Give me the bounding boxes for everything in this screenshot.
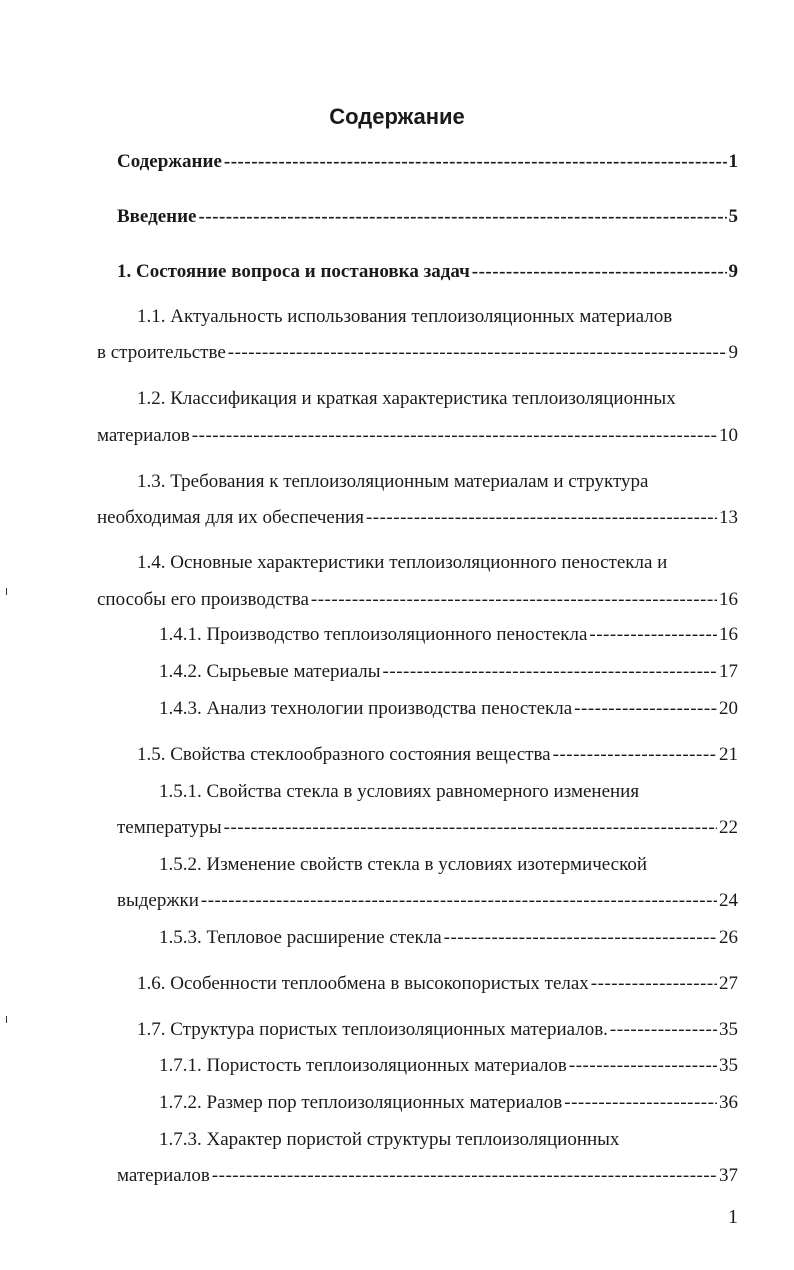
toc-page-number: 13 [719,507,738,528]
toc-entry-contents[interactable] [117,150,738,174]
dot-leader [564,1091,717,1115]
dot-leader [610,1018,717,1042]
toc-entry-1-5[interactable] [137,743,738,767]
toc-page-number: 21 [719,744,738,765]
dot-leader [212,1164,717,1188]
toc-entry-label: температуры [117,817,222,838]
toc-entry-1-5-2-line1[interactable]: 1.5.2. Изменение свойств стекла в условиях изотермической [159,854,648,875]
toc-entry-label: 1.4.2. Сырьевые материалы [159,661,381,682]
dot-leader [201,889,717,913]
toc-entry-label: материалов [97,425,190,446]
toc-entry-label: необходимая для их обеспечения [97,507,364,528]
toc-page-number: 22 [719,817,738,838]
toc-entry-1-5-1[interactable] [117,816,738,840]
dot-leader [472,260,727,284]
toc-entry-label: Введение [117,206,197,227]
toc-entry-1-7-3-line1[interactable]: 1.7.3. Характер пористой структуры теплоизоляционных [159,1129,620,1150]
toc-entry-section-1[interactable] [117,260,738,284]
toc-entry-1-1-line1[interactable]: 1.1. Актуальность использования теплоизоляционных материалов [137,306,673,327]
toc-entry-1-3[interactable] [97,506,738,530]
toc-entry-label: 1. Состояние вопроса и постановка задач [117,261,470,282]
toc-page-number: 16 [719,624,738,645]
dot-leader [192,424,717,448]
dot-leader [444,926,717,950]
toc-entry-1-2-line1[interactable]: 1.2. Классификация и краткая характеристика теплоизоляционных [137,388,676,409]
toc-entry-label: в строительстве [97,342,226,363]
toc-entry-label: материалов [117,1165,210,1186]
toc-page-number: 9 [728,342,738,363]
toc-entry-1-4[interactable] [97,588,738,612]
toc-entry-1-4-1[interactable] [159,623,738,647]
toc-entry-1-4-2[interactable] [159,660,738,684]
dot-leader [224,150,727,174]
scan-artifact [6,1016,7,1023]
dot-leader [366,506,717,530]
toc-page-number: 35 [719,1019,738,1040]
toc-entry-label: 1.7. Структура пористых теплоизоляционных материалов. [137,1019,608,1040]
toc-entry-label: способы его производства [97,589,309,610]
toc-page-number: 5 [728,206,738,227]
page-title: Содержание [329,104,465,129]
toc-page-number: 26 [719,927,738,948]
dot-leader [589,623,717,647]
toc-entry-1-7[interactable] [137,1018,738,1042]
toc-page-number: 37 [719,1165,738,1186]
scan-artifact [6,588,7,595]
page-number: 1 [728,1206,738,1228]
toc-page-number: 20 [719,698,738,719]
toc-page-number: 35 [719,1055,738,1076]
toc-page-number: 16 [719,589,738,610]
dot-leader [569,1054,717,1078]
toc-entry-1-2[interactable] [97,424,738,448]
toc-entry-1-1[interactable] [97,341,738,365]
toc-entry-1-7-3[interactable] [117,1164,738,1188]
dot-leader [199,205,727,229]
toc-entry-1-5-3[interactable] [159,926,738,950]
toc-entry-label: 1.7.1. Пористость теплоизоляционных материалов [159,1055,567,1076]
toc-entry-label: 1.4.1. Производство теплоизоляционного пеностекла [159,624,588,645]
toc-entry-label: 1.5. Свойства стеклообразного состояния вещества [137,744,551,765]
toc-entry-1-3-line1[interactable]: 1.3. Требования к теплоизоляционным материалам и структура [137,471,649,492]
toc-entry-1-5-2[interactable] [117,889,738,913]
toc-entry-1-4-3[interactable] [159,697,738,721]
dot-leader [553,743,717,767]
dot-leader [574,697,717,721]
toc-page-number: 17 [719,661,738,682]
dot-leader [228,341,727,365]
toc-page-number: 27 [719,973,738,994]
toc-entry-1-7-1[interactable] [159,1054,738,1078]
toc-entry-label: 1.6. Особенности теплообмена в высокопористых телах [137,973,589,994]
toc-entry-introduction[interactable] [117,205,738,229]
toc-page-number: 9 [728,261,738,282]
toc-entry-1-5-1-line1[interactable]: 1.5.1. Свойства стекла в условиях равномерного изменения [159,781,640,802]
toc-entry-label: 1.4.3. Анализ технологии производства пеностекла [159,698,573,719]
toc-page-number: 10 [719,425,738,446]
toc-entry-label: Содержание [117,151,222,172]
dot-leader [383,660,717,684]
toc-entry-label: 1.7.2. Размер пор теплоизоляционных материалов [159,1092,563,1113]
toc-page-number: 1 [728,151,738,172]
toc-entry-1-6[interactable] [137,972,738,996]
dot-leader [591,972,717,996]
toc-page-number: 36 [719,1092,738,1113]
toc-page-number: 24 [719,890,738,911]
toc-entry-1-4-line1[interactable]: 1.4. Основные характеристики теплоизоляционного пеностекла и [137,552,668,573]
dot-leader [311,588,717,612]
toc-entry-label: 1.5.3. Тепловое расширение стекла [159,927,442,948]
toc-entry-1-7-2[interactable] [159,1091,738,1115]
dot-leader [224,816,717,840]
toc-entry-label: выдержки [117,890,199,911]
